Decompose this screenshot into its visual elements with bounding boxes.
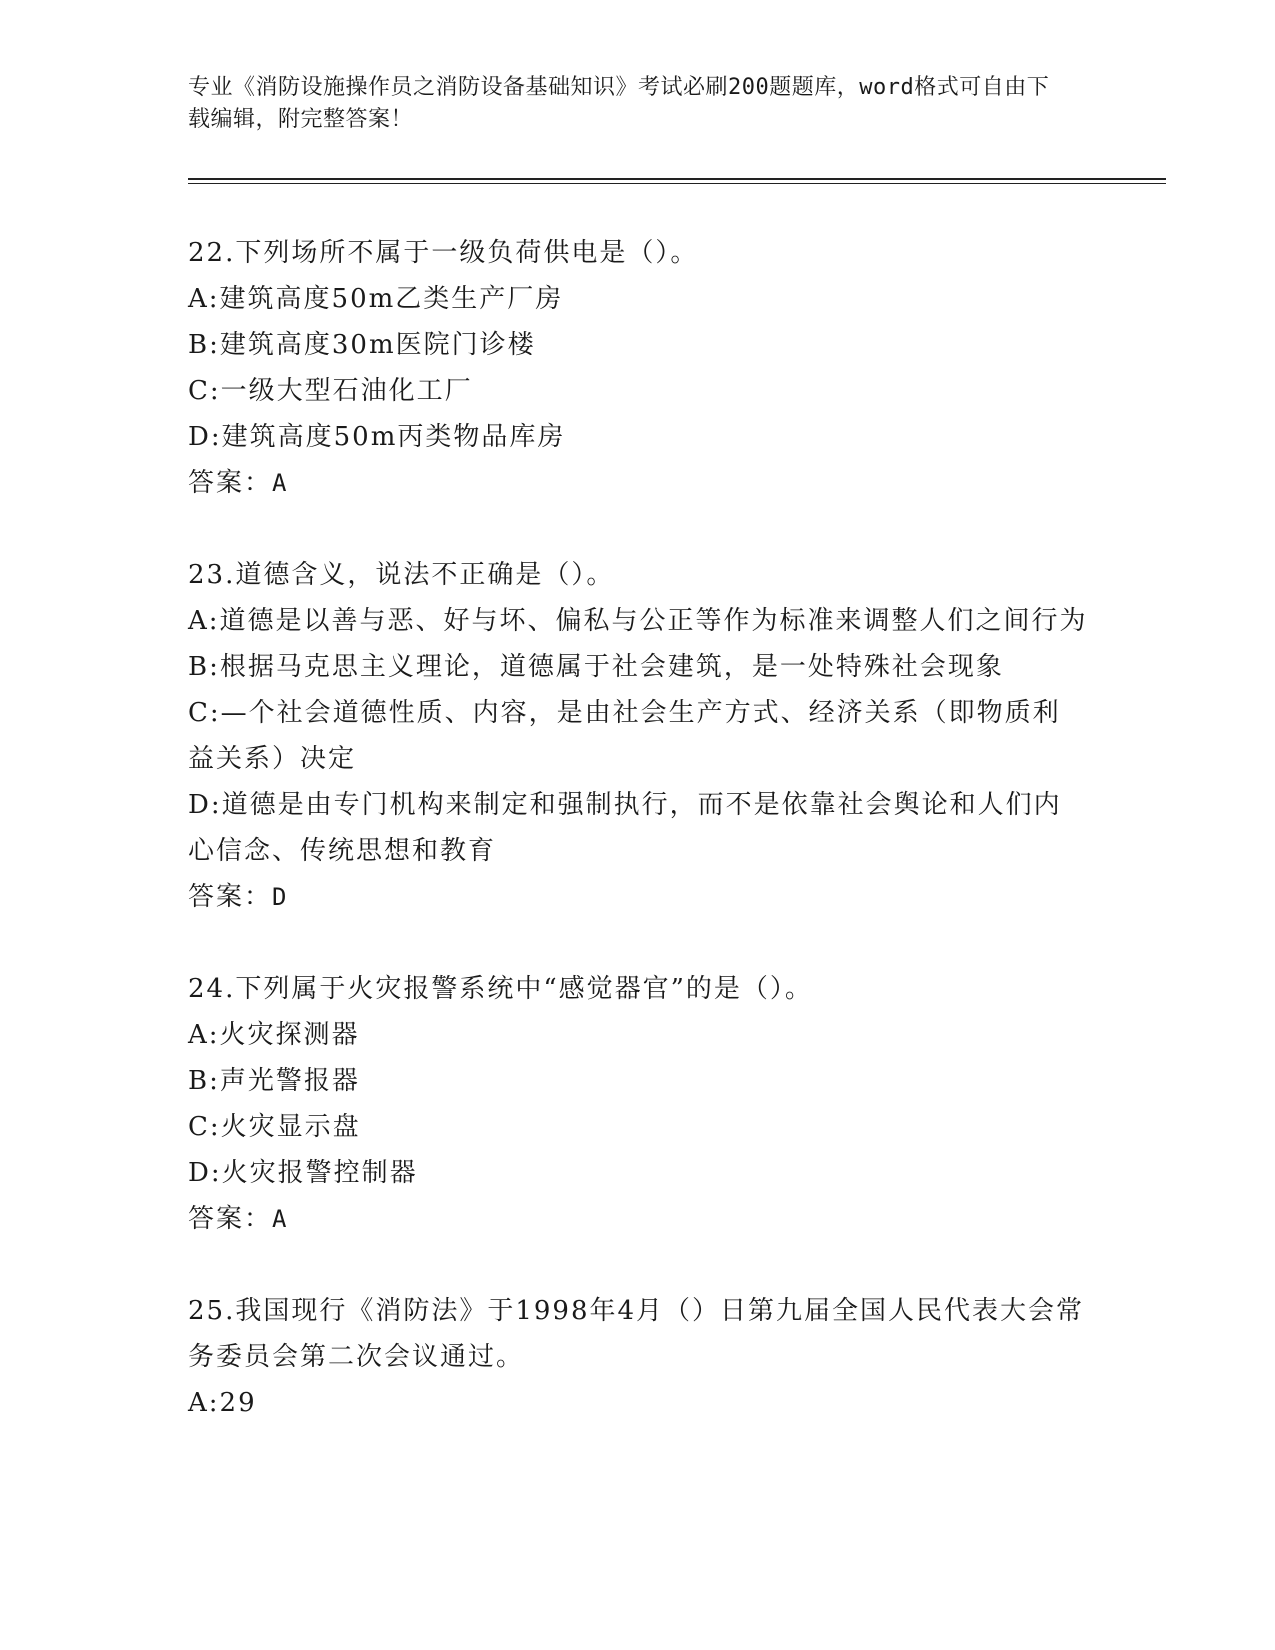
question-list bbox=[188, 230, 1088, 1472]
question-25 bbox=[188, 1288, 1088, 1426]
question-23 bbox=[188, 552, 1088, 920]
answer-value: D bbox=[272, 883, 289, 911]
document-header: 专业《消防设施操作员之消防设备基础知识》考试必刷200题题库，word格式可自由下载编辑，附完整答案！ bbox=[188, 75, 1050, 132]
question-stem: 25.我国现行《消防法》于1998年4月（）日第九届全国人民代表大会常务委员会第二次会议通过。 bbox=[188, 1296, 1085, 1372]
option-c: C:一级大型石油化工厂 bbox=[188, 376, 473, 406]
option-a: A:29 bbox=[188, 1388, 257, 1418]
question-stem: 24.下列属于火灾报警系统中“感觉器官”的是（）。 bbox=[188, 974, 813, 1004]
option-b: B:声光警报器 bbox=[188, 1066, 360, 1096]
option-d: D:火灾报警控制器 bbox=[188, 1158, 418, 1188]
question-24 bbox=[188, 966, 1088, 1242]
option-a: A:火灾探测器 bbox=[188, 1020, 360, 1050]
header-divider bbox=[188, 178, 1166, 184]
answer-line bbox=[188, 874, 1088, 920]
option-a: A:建筑高度50m乙类生产厂房 bbox=[188, 284, 564, 314]
answer-value: A bbox=[272, 469, 289, 497]
question-stem: 23.道德含义，说法不正确是（）。 bbox=[188, 560, 615, 590]
answer-label: 答案： bbox=[188, 882, 273, 912]
option-c: C:火灾显示盘 bbox=[188, 1112, 361, 1142]
question-stem: 22.下列场所不属于一级负荷供电是（）。 bbox=[188, 238, 699, 268]
answer-line bbox=[188, 460, 1088, 506]
option-a: A:道德是以善与恶、好与坏、偏私与公正等作为标准来调整人们之间行为 bbox=[188, 606, 1088, 636]
answer-line bbox=[188, 1196, 1088, 1242]
option-d: D:道德是由专门机构来制定和强制执行，而不是依靠社会舆论和人们内心信念、传统思想和教育 bbox=[188, 790, 1062, 866]
answer-value: A bbox=[272, 1205, 289, 1233]
answer-label: 答案： bbox=[188, 468, 273, 498]
answer-label: 答案： bbox=[188, 1204, 273, 1234]
question-22 bbox=[188, 230, 1088, 506]
option-b: B:根据马克思主义理论，道德属于社会建筑，是一处特殊社会现象 bbox=[188, 652, 1004, 682]
option-b: B:建筑高度30m医院门诊楼 bbox=[188, 330, 536, 360]
option-c: C:—个社会道德性质、内容，是由社会生产方式、经济关系（即物质利益关系）决定 bbox=[188, 698, 1061, 774]
option-d: D:建筑高度50m丙类物品库房 bbox=[188, 422, 566, 452]
